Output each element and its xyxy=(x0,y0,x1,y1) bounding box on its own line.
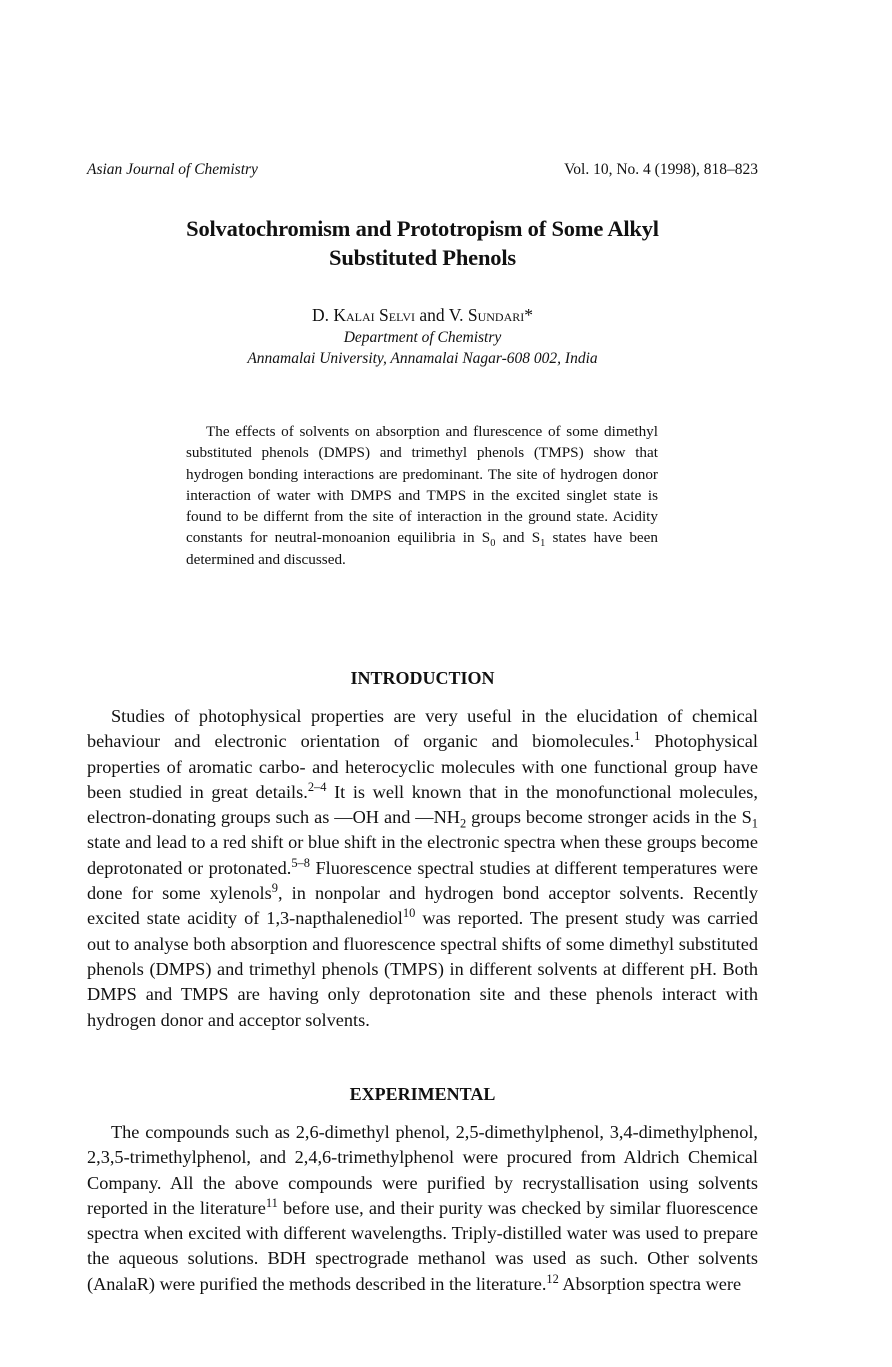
abstract-part: states have been determined and discussed. xyxy=(186,529,658,568)
reference-superscript: 10 xyxy=(402,906,416,921)
reference-superscript: 12 xyxy=(546,1271,559,1286)
university: Annamalai University, Annamalai Nagar-608 002, India xyxy=(247,350,598,367)
author-conjunction: and V. xyxy=(415,305,468,325)
paper-title xyxy=(87,214,758,272)
introduction-heading: INTRODUCTION xyxy=(350,668,495,688)
text-run: state and lead to a red shift or blue shift in the electronic spectra when these groups become deprotonated or protonated. xyxy=(87,832,758,878)
text-run: Photophysical properties of aromatic carbo- and heterocyclic molecules with one functional group have been studied in great details. xyxy=(87,731,758,802)
introduction-body xyxy=(87,704,758,1033)
reference-superscript: 9 xyxy=(271,880,278,895)
subscript: 1 xyxy=(540,538,546,550)
reference-superscript: 11 xyxy=(265,1195,278,1210)
abstract-part: The effects of solvents on absorption and flurescence of some dimethyl substituted phenols (DMPS) and trimethyl phenols (TMPS) show that hydrogen bonding interactions are predominant. The site of hydrogen donor interaction of water with DMPS and TMPS in the excited singlet state is found to be differnt from the site of interaction in the ground state. Acidity constants for neutral-monoanion equilibria in S xyxy=(186,423,658,547)
text-run: groups become stronger acids in the S xyxy=(466,807,752,828)
text-run: The compounds such as 2,6-dimethyl phenol, 2,5-dimethylphenol, 3,4-dimethylphenol, 2,3,5-trimethylphenol, and 2,4,6-trimethylphenol were procured from Aldrich Chemical Company. All the above compounds were purified by recrystallisation using solvents reported in the literature xyxy=(87,1122,758,1218)
introduction-paragraph xyxy=(87,704,758,1033)
authors xyxy=(87,305,758,326)
subscript: 1 xyxy=(751,816,758,831)
author-1-name: Kalai Selvi xyxy=(333,305,415,325)
abstract-text xyxy=(186,421,658,570)
text-run: before use, and their purity was checked by similar fluorescence spectra when excited with different wavelengths. Triply-distilled water was used to prepare the aqueous solutions. BDH spectrograde methanol was used as such. Other solvents (AnalaR) were purified the methods described in the literature. xyxy=(87,1197,758,1294)
volume-info: Vol. 10, No. 4 (1998), 818–823 xyxy=(564,161,758,178)
corresponding-mark: * xyxy=(524,305,533,325)
title-line-2: Substituted Phenols xyxy=(329,245,516,270)
journal-name: Asian Journal of Chemistry xyxy=(87,161,258,178)
text-run: It is well known that in the monofunctional molecules, electron-donating groups such as —OH and —NH xyxy=(87,781,758,828)
title-line-1: Solvatochromism and Prototropism of Some Alkyl xyxy=(186,216,659,241)
text-run: was reported. The present study was carried out to analyse both absorption and fluorescence spectral shifts of some dimethyl substituted phenols (DMPS) and trimethyl phenols (TMPS) in different solvents at different pH. Both DMPS and TMPS are having only deprotonation site and these phenols interact with hydrogen donor and acceptor solvents. xyxy=(87,908,758,1030)
subscript: 0 xyxy=(490,538,496,550)
reference-superscript: 1 xyxy=(634,729,641,744)
experimental-paragraph xyxy=(87,1120,758,1297)
text-run: , in nonpolar and hydrogen bond acceptor solvents. Recently excited state acidity of 1,3-napthalenediol xyxy=(87,883,758,929)
experimental-heading: EXPERIMENTAL xyxy=(349,1084,496,1104)
abstract xyxy=(186,421,658,570)
text-run: Fluorescence spectral studies at different temperatures were done for some xylenols xyxy=(87,857,758,904)
reference-superscript: 2–4 xyxy=(307,779,327,794)
text-run: Studies of photophysical properties are very useful in the elucidation of chemical behaviour and electronic orientation of organic and biomolecules. xyxy=(87,706,758,752)
text-run: Absorption spectra were xyxy=(558,1273,742,1294)
subscript: 2 xyxy=(460,816,467,831)
author-1-initial: D. xyxy=(311,305,334,325)
abstract-part: and S xyxy=(495,529,541,547)
department: Department of Chemistry xyxy=(343,329,502,346)
experimental-body xyxy=(87,1120,758,1297)
reference-superscript: 5–8 xyxy=(291,855,310,870)
author-2-name: Sundari xyxy=(467,305,525,325)
